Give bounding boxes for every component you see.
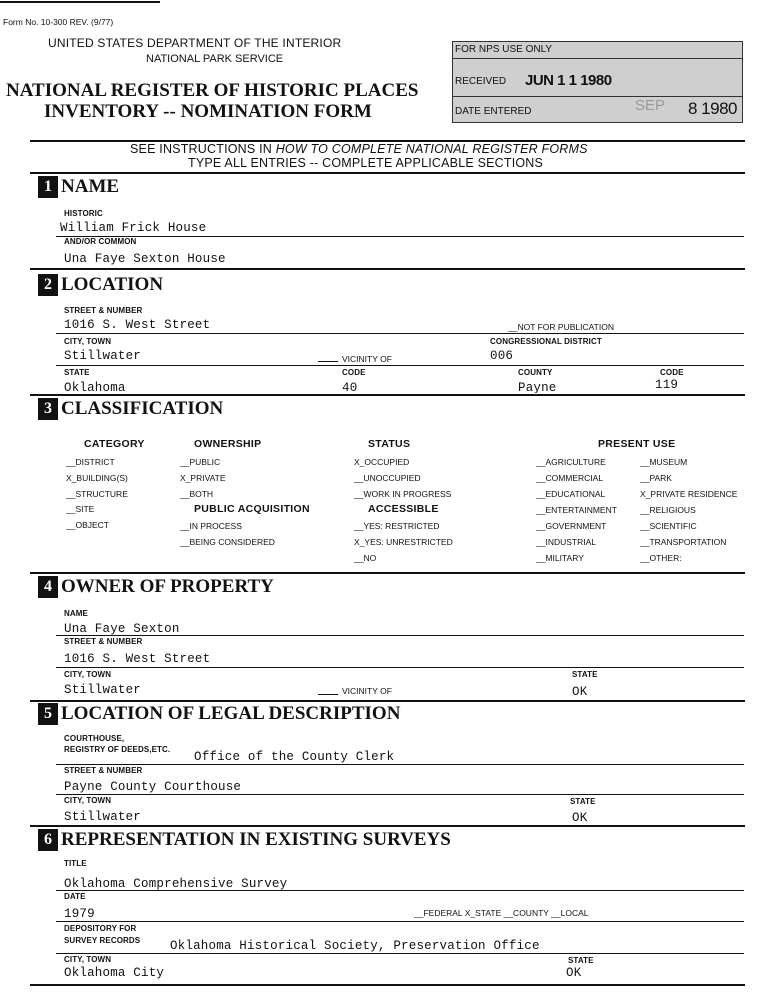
access-restricted[interactable]: __YES: RESTRICTED (354, 521, 440, 531)
nps-label: FOR NPS USE ONLY (455, 44, 553, 55)
section-location-header (38, 274, 163, 296)
legal-city-value[interactable]: Stillwater (64, 810, 142, 824)
category-buildings[interactable]: X_BUILDING(S) (66, 473, 128, 483)
owner-name-value[interactable]: Una Faye Sexton (64, 622, 180, 636)
use-other[interactable]: __OTHER: (640, 553, 682, 563)
use-entertainment[interactable]: __ENTERTAINMENT (536, 505, 617, 515)
acquisition-heading: PUBLIC ACQUISITION (194, 503, 310, 515)
instructions-line2: TYPE ALL ENTRIES -- COMPLETE APPLICABLE SECTIONS (188, 156, 544, 170)
instructions-line1: SEE INSTRUCTIONS IN HOW TO COMPLETE NATIONAL REGISTER FORMS (130, 142, 588, 156)
use-museum[interactable]: __MUSEUM (640, 457, 688, 467)
use-scientific[interactable]: __SCIENTIFIC (640, 521, 697, 531)
use-agriculture[interactable]: __AGRICULTURE (536, 457, 606, 467)
legal-state-value[interactable]: OK (572, 811, 588, 825)
section-number: 4 (38, 576, 58, 598)
courthouse-value[interactable]: Office of the County Clerk (194, 750, 395, 764)
not-for-publication[interactable]: __NOT FOR PUBLICATION (508, 322, 614, 332)
form-title-line2: INVENTORY -- NOMINATION FORM (44, 101, 372, 122)
date-entered-label: DATE ENTERED (455, 106, 532, 117)
state-code-value[interactable]: 40 (342, 381, 358, 393)
owner-vicinity-label: VICINITY OF (342, 686, 392, 696)
form-title-line1: NATIONAL REGISTER OF HISTORIC PLACES (6, 80, 419, 101)
legal-state-label: STATE (570, 797, 596, 806)
common-name-value[interactable]: Una Faye Sexton House (64, 252, 226, 266)
status-occupied[interactable]: X_OCCUPIED (354, 457, 410, 467)
survey-date-label: DATE (64, 892, 86, 901)
use-private-residence[interactable]: X_PRIVATE RESIDENCE (640, 489, 738, 499)
section-number: 3 (38, 398, 58, 420)
section-title: CLASSIFICATION (61, 398, 224, 419)
owner-state-label: STATE (572, 670, 598, 679)
section-number: 1 (38, 176, 58, 198)
survey-title-label: TITLE (64, 859, 87, 868)
category-heading: CATEGORY (84, 438, 145, 450)
owner-street-value[interactable]: 1016 S. West Street (64, 652, 211, 666)
survey-records-label: SURVEY RECORDS (64, 936, 141, 945)
section-legal-description-header (38, 703, 400, 725)
county-value[interactable]: Payne (518, 381, 557, 393)
access-unrestricted[interactable]: X_YES: UNRESTRICTED (354, 537, 453, 547)
ownership-both[interactable]: __BOTH (180, 489, 214, 499)
congressional-district-value[interactable]: 006 (490, 349, 514, 363)
city-label: CITY, TOWN (64, 337, 112, 346)
use-educational[interactable]: __EDUCATIONAL (536, 489, 606, 499)
survey-levels[interactable]: __FEDERAL X_STATE __COUNTY __LOCAL (414, 908, 589, 918)
section-title: LOCATION (61, 274, 164, 295)
owner-state-value[interactable]: OK (572, 685, 588, 699)
access-no[interactable]: __NO (354, 553, 377, 563)
category-site[interactable]: __SITE (66, 504, 95, 514)
use-industrial[interactable]: __INDUSTRIAL (536, 537, 596, 547)
section-owner-header (38, 576, 274, 598)
registry-label: REGISTRY OF DEEDS,ETC. (64, 745, 171, 754)
street-value[interactable]: 1016 S. West Street (64, 318, 211, 332)
status-work-in-progress[interactable]: __WORK IN PROGRESS (354, 489, 452, 499)
survey-state-value[interactable]: OK (566, 966, 582, 980)
section-number: 2 (38, 274, 58, 296)
department-name: UNITED STATES DEPARTMENT OF THE INTERIOR (48, 36, 342, 50)
use-religious[interactable]: __RELIGIOUS (640, 505, 696, 515)
use-park[interactable]: __PARK (640, 473, 672, 483)
depository-value[interactable]: Oklahoma Historical Society, Preservation Office (170, 939, 540, 953)
received-label: RECEIVED (455, 76, 507, 87)
congressional-district-label: CONGRESSIONAL DISTRICT (490, 337, 602, 346)
entered-stamp-month: SEP (635, 97, 666, 114)
state-label: STATE (64, 368, 90, 377)
section-title: LOCATION OF LEGAL DESCRIPTION (61, 703, 401, 724)
category-structure[interactable]: __STRUCTURE (66, 489, 128, 499)
survey-date-value[interactable]: 1979 (64, 907, 95, 921)
nps-use-box (452, 41, 743, 123)
section-surveys-header (38, 829, 451, 851)
city-value[interactable]: Stillwater (64, 349, 142, 363)
form-number: Form No. 10-300 REV. (9/77) (3, 17, 114, 27)
entered-stamp-date: 8 1980 (688, 99, 737, 118)
legal-street-label: STREET & NUMBER (64, 766, 143, 775)
survey-city-value[interactable]: Oklahoma City (64, 966, 165, 980)
common-name-label: AND/OR COMMON (64, 237, 137, 246)
county-code-label: CODE (660, 368, 684, 377)
county-code-value[interactable]: 119 (655, 378, 679, 392)
survey-city-label: CITY, TOWN (64, 955, 112, 964)
state-value[interactable]: Oklahoma (64, 381, 126, 393)
depository-label: DEPOSITORY FOR (64, 924, 137, 933)
owner-city-label: CITY, TOWN (64, 670, 112, 679)
category-object[interactable]: __OBJECT (66, 520, 109, 530)
street-label: STREET & NUMBER (64, 306, 143, 315)
category-district[interactable]: __DISTRICT (66, 457, 115, 467)
acquisition-being-considered[interactable]: __BEING CONSIDERED (180, 537, 275, 547)
courthouse-label: COURTHOUSE, (64, 734, 125, 743)
use-government[interactable]: __GOVERNMENT (536, 521, 607, 531)
section-number: 6 (38, 829, 58, 851)
legal-city-label: CITY, TOWN (64, 796, 112, 805)
ownership-public[interactable]: __PUBLIC (180, 457, 221, 467)
section-title: OWNER OF PROPERTY (61, 576, 274, 597)
owner-street-label: STREET & NUMBER (64, 637, 143, 646)
owner-name-label: NAME (64, 609, 88, 618)
section-title: NAME (61, 176, 120, 197)
county-label: COUNTY (518, 368, 553, 377)
survey-state-label: STATE (568, 956, 594, 965)
owner-city-value[interactable]: Stillwater (64, 683, 142, 697)
use-military[interactable]: __MILITARY (536, 553, 584, 563)
use-commercial[interactable]: __COMMERCIAL (536, 473, 604, 483)
section-name-header (38, 176, 119, 198)
present-use-heading: PRESENT USE (598, 438, 676, 450)
service-name: NATIONAL PARK SERVICE (146, 53, 284, 65)
ownership-heading: OWNERSHIP (194, 438, 262, 450)
section-classification-header (38, 398, 223, 420)
accessible-heading: ACCESSIBLE (368, 503, 439, 515)
received-stamp: JUN 1 1 1980 (525, 72, 612, 89)
status-heading: STATUS (368, 438, 411, 450)
survey-title-value[interactable]: Oklahoma Comprehensive Survey (64, 877, 288, 891)
ownership-private[interactable]: X_PRIVATE (180, 473, 226, 483)
acquisition-in-process[interactable]: __IN PROCESS (180, 521, 242, 531)
section-number: 5 (38, 703, 58, 725)
use-transportation[interactable]: __TRANSPORTATION (640, 537, 727, 547)
code-label: CODE (342, 368, 366, 377)
historic-name-value[interactable]: William Frick House (60, 221, 207, 235)
vicinity-label: VICINITY OF (342, 354, 392, 364)
historic-label: HISTORIC (64, 209, 103, 218)
legal-street-value[interactable]: Payne County Courthouse (64, 780, 242, 794)
status-unoccupied[interactable]: __UNOCCUPIED (354, 473, 421, 483)
section-title: REPRESENTATION IN EXISTING SURVEYS (61, 829, 451, 850)
